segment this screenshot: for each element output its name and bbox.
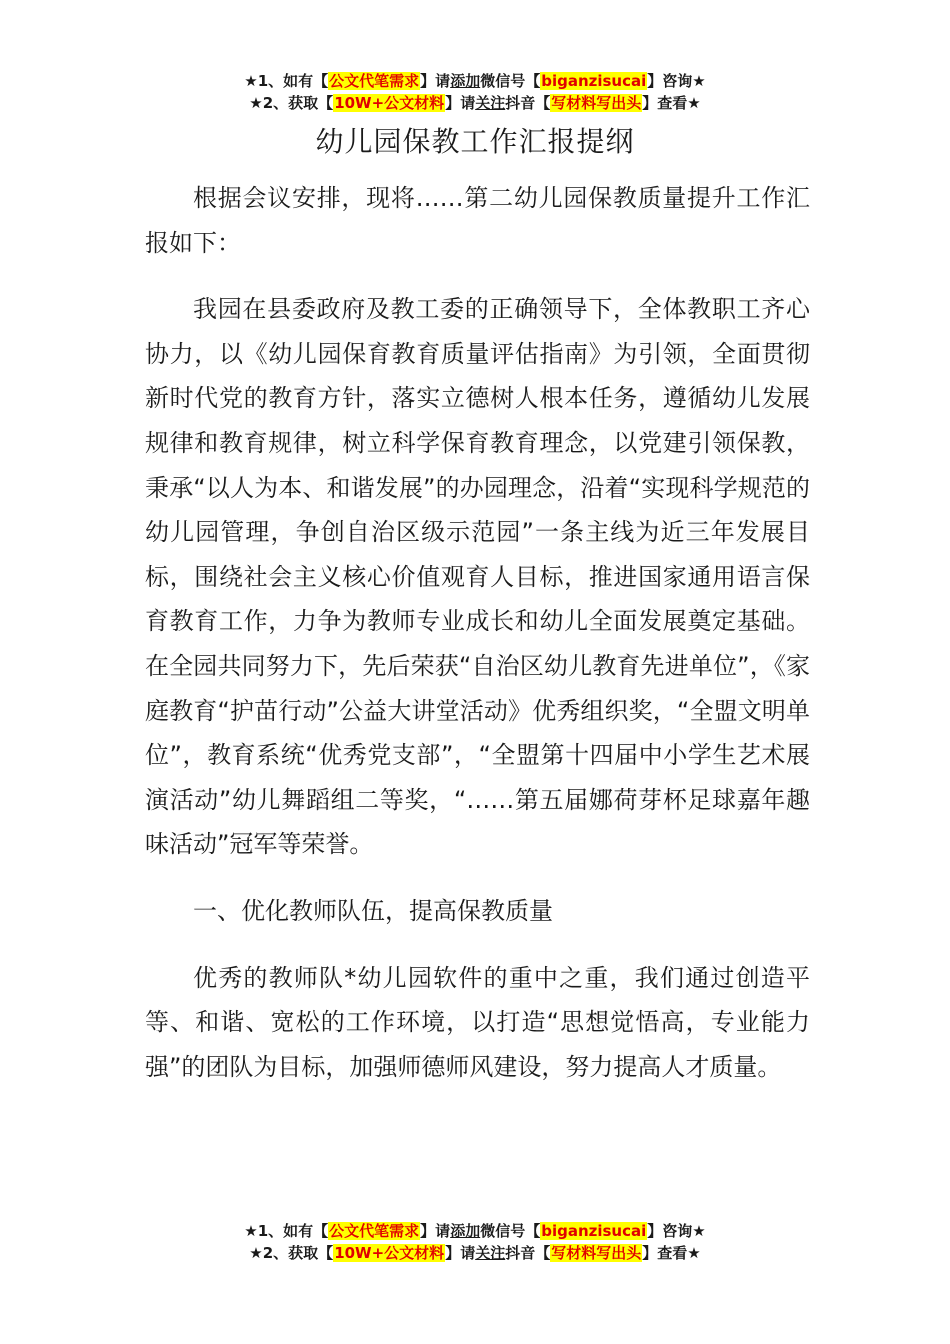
highlight-materials: 10W+公文材料 xyxy=(334,1244,445,1262)
promo-notice-bottom xyxy=(0,1220,950,1264)
document-title: 幼儿园保教工作汇报提纲 xyxy=(315,125,635,158)
promo-line-2: ★2、获取【10W+公文材料】请关注抖音【写材料写出头】查看★ xyxy=(249,94,701,112)
promo-line-1: ★1、如有【公文代笔需求】请添加微信号【biganzisucai】咨询★ xyxy=(244,72,706,90)
highlight-wechat-id: biganzisucai xyxy=(541,72,647,90)
highlight-douyin-account: 写材料写出头 xyxy=(551,1244,642,1262)
highlight-materials: 10W+公文材料 xyxy=(334,94,445,112)
promo-line-2: ★2、获取【10W+公文材料】请关注抖音【写材料写出头】查看★ xyxy=(249,1244,701,1262)
intro-paragraph: 根据会议安排，现将……第二幼儿园保教质量提升工作汇报如下： xyxy=(145,184,810,257)
highlight-service: 公文代笔需求 xyxy=(329,1222,420,1240)
highlight-wechat-id: biganzisucai xyxy=(541,1222,647,1240)
document-body xyxy=(145,176,810,1089)
highlight-service: 公文代笔需求 xyxy=(329,72,420,90)
highlight-douyin-account: 写材料写出头 xyxy=(551,94,642,112)
promo-line-1: ★1、如有【公文代笔需求】请添加微信号【biganzisucai】咨询★ xyxy=(244,1222,706,1240)
section-paragraph: 优秀的教师队*幼儿园软件的重中之重，我们通过创造平等、和谐、宽松的工作环境，以打造“思想觉悟高，专业能力强”的团队为目标，加强师德师风建设，努力提高人才质量。 xyxy=(145,963,810,1081)
overview-paragraph: 我园在县委政府及教工委的正确领导下，全体教职工齐心协力，以《幼儿园保育教育质量评估指南》为引领，全面贯彻新时代党的教育方针，落实立德树人根本任务，遵循幼儿发展规律和教育规律，树立科学保育教育理念，以党建引领保教，秉承“以人为本、和谐发展”的办园理念，沿着“实现科学规范的幼儿园管理，争创自治区级示范园”一条主线为近三年发展目标，围绕社会主义核心价值观育人目标，推进国家通用语言保育教育工作，力争为教师专业成长和幼儿全面发展奠定基础。在全园共同努力下，先后荣获“自治区幼儿教育先进单位”，《家庭教育“护苗行动”公益大讲堂活动》优秀组织奖，“全盟文明单位”，教育系统“优秀党支部”，“全盟第十四届中小学生艺术展演活动”幼儿舞蹈组二等奖，“……第五届娜荷芽杯足球嘉年趣味活动”冠军等荣誉。 xyxy=(145,295,810,859)
section-heading: 一、优化教师队伍，提高保教质量 xyxy=(193,896,553,925)
promo-notice-top xyxy=(0,70,950,114)
